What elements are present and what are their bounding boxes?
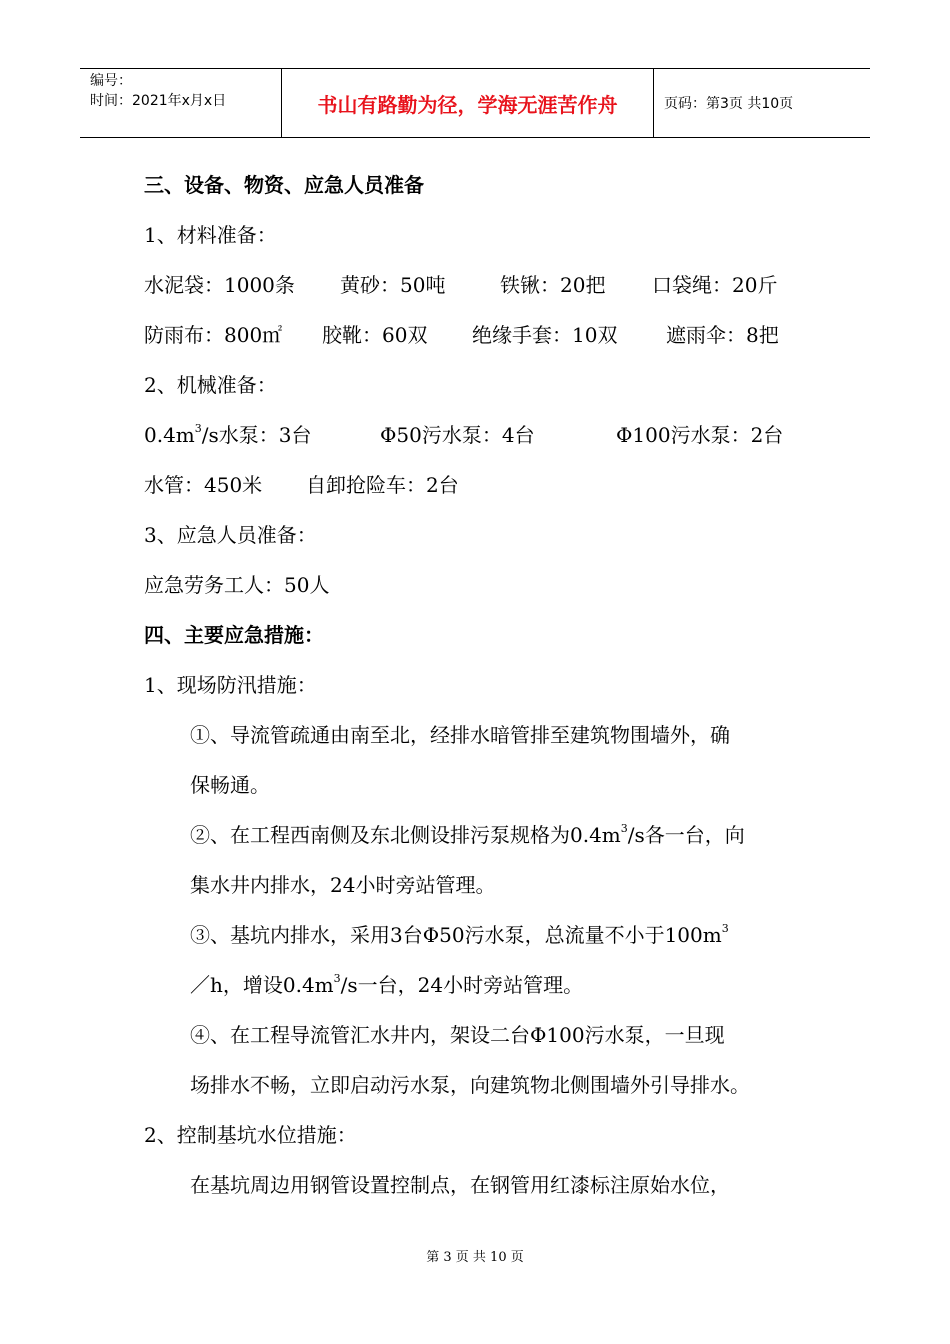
document-body — [144, 160, 814, 1210]
material-item: 口袋绳：20斤 — [652, 273, 778, 297]
header-page-info: 页码：第3页 共10页 — [664, 96, 794, 112]
measure-2-line-2: 集水井内排水，24小时旁站管理。 — [190, 873, 496, 897]
material-item: 铁锹：20把 — [500, 273, 606, 297]
machinery-item: Φ50污水泵：4台 — [380, 423, 535, 447]
materials-row-1 — [144, 260, 814, 310]
materials-row-2 — [144, 310, 814, 360]
machinery-item: Φ100污水泵：2台 — [616, 423, 784, 447]
material-item: 水泥袋：1000条 — [144, 273, 295, 297]
page-footer: 第 3 页 共 10 页 — [426, 1250, 524, 1265]
section-3-title: 三、设备、物资、应急人员准备 — [144, 173, 424, 197]
material-item: 绝缘手套：10双 — [472, 323, 618, 347]
measure-2-line-1: ②、在工程西南侧及东北侧设排污泵规格为$0.4m^3/s$各一台，向 — [190, 822, 745, 847]
measure-4-line-1: ④、在工程导流管汇水井内，架设二台Φ100污水泵，一旦现 — [190, 1023, 725, 1047]
header-motto: 书山有路勤为径，学海无涯苦作舟 — [282, 69, 654, 137]
material-item: 防雨布：800㎡ — [144, 323, 283, 347]
number-label: 编号： — [90, 73, 132, 89]
machinery-row-1 — [144, 410, 814, 460]
header-meta — [80, 69, 282, 137]
measure-3-line-2: ／h，增设$0.4m^3/s$一台，24小时旁站管理。 — [190, 972, 584, 997]
machinery-row-2 — [144, 460, 814, 510]
measure-1-line-1: ①、导流管疏通由南至北，经排水暗管排至建筑物围墙外，确 — [190, 723, 730, 747]
machinery-item: $0.4m^3/s$水泵：3台 — [144, 422, 312, 447]
machinery-item: 水管：450米 — [144, 473, 263, 497]
materials-title: 1、材料准备： — [144, 223, 277, 247]
section-4-title: 四、主要应急措施： — [144, 623, 324, 647]
machinery-title: 2、机械准备： — [144, 373, 277, 397]
material-item: 黄砂：50吨 — [340, 273, 446, 297]
personnel-title: 3、应急人员准备： — [144, 523, 317, 547]
personnel-line: 应急劳务工人：50人 — [144, 573, 330, 597]
measure-4-line-2: 场排水不畅，立即启动污水泵，向建筑物北侧围墙外引导排水。 — [190, 1073, 750, 1097]
machinery-item: 自卸抢险车：2台 — [306, 473, 459, 497]
measure-1-line-2: 保畅通。 — [190, 773, 270, 797]
time-label: 时间：2021年x月x日 — [90, 93, 227, 109]
measure-3-line-1: ③、基坑内排水，采用3台Φ50污水泵，总流量不小于$100m^3$ — [190, 922, 729, 947]
water-level-line-1: 在基坑周边用钢管设置控制点，在钢管用红漆标注原始水位， — [190, 1173, 730, 1197]
water-level-title: 2、控制基坑水位措施： — [144, 1123, 357, 1147]
material-item: 胶靴：60双 — [322, 323, 428, 347]
flood-title: 1、现场防汛措施： — [144, 673, 317, 697]
material-item: 遮雨伞：8把 — [666, 323, 779, 347]
page-header — [80, 68, 870, 138]
